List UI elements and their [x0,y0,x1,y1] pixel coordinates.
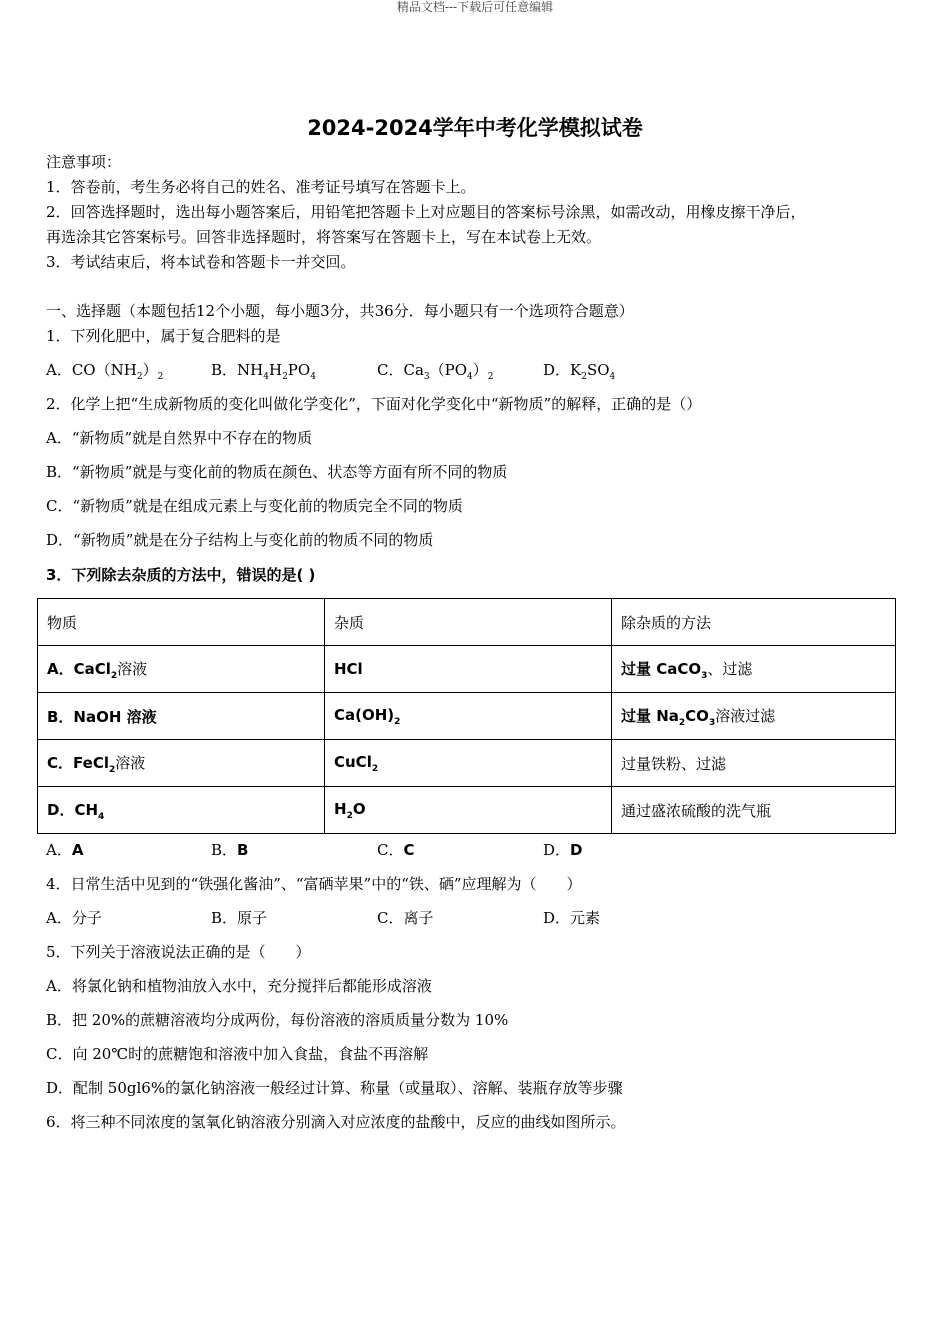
q2-option-d: D．“新物质”就是在分子结构上与变化前的物质不同的物质 [46,531,434,549]
table-cell: A．CaCl$_2$溶液 [38,646,325,693]
table-cell: 过量 $Na_2CO_3$溶液过滤 [612,693,896,740]
notice-item-1: 1．答卷前，考生务必将自己的姓名、准考证号填写在答题卡上。 [46,178,476,196]
q3-option-b: B．B [211,841,249,859]
table-cell: HCl [325,646,612,693]
table-cell: C．FeCl$_2$溶液 [38,740,325,787]
table-cell: $Ca(OH)_2$ [325,693,612,740]
q1-stem: 1．下列化肥中，属于复合肥料的是 [46,327,281,345]
q5-stem: 5．下列关于溶液说法正确的是（ ） [46,943,311,961]
page-header: 精品文档---下载后可任意编辑 [396,0,554,14]
q1-option-a: A．$CO(NH_2)_2$ [46,361,164,382]
table-cell: CuCl$_2$ [325,740,612,787]
table-header-cell: 杂质 [325,599,612,646]
q2-stem: 2．化学上把“生成新物质的变化叫做化学变化”，下面对化学变化中“新物质”的解释，正确的是（） [46,395,702,413]
q2-option-a: A．“新物质”就是自然界中不存在的物质 [46,429,313,447]
q3-option-d: D．D [543,841,583,859]
notice-item-2: 2．回答选择题时，选出每小题答案后，用铅笔把答题卡上对应题目的答案标号涂黑，如需改动，用橡皮擦干净后， [46,203,806,221]
q4-option-c: C．离子 [377,909,434,927]
notice-heading: 注意事项： [46,153,122,171]
q5-option-c: C．向 20℃时的蔗糖饱和溶液中加入食盐，食盐不再溶解 [46,1045,429,1063]
table-cell: 过量铁粉、过滤 [612,740,896,787]
table-row [38,646,896,693]
q3-table [37,598,896,834]
page-title: 2024-2024学年中考化学模拟试卷 [307,116,643,140]
q2-option-c: C．“新物质”就是在组成元素上与变化前的物质完全不同的物质 [46,497,463,515]
q2-option-b: B．“新物质”就是与变化前的物质在颜色、状态等方面有所不同的物质 [46,463,508,481]
notice-item-3: 3．考试结束后，将本试卷和答题卡一并交回。 [46,253,356,271]
table-cell: 通过盛浓硫酸的洗气瓶 [612,787,896,834]
q1-option-c: C．$Ca_3(PO_4)_2$ [377,361,494,382]
q4-stem: 4．日常生活中见到的“铁强化酱油”、“富硒苹果”中的“铁、硒”应理解为（ ） [46,875,582,893]
table-row [38,693,896,740]
q1-option-d: D．$K_2SO_4$ [543,361,616,382]
q6-stem: 6．将三种不同浓度的氢氧化钠溶液分别滴入对应浓度的盐酸中，反应的曲线如图所示。 [46,1113,626,1131]
table-header-cell: 除杂质的方法 [612,599,896,646]
table-row [38,599,896,646]
q3-stem: 3．下列除去杂质的方法中，错误的是( ) [46,566,316,584]
table-row [38,787,896,834]
q3-option-c: C．C [377,841,415,859]
table-row [38,740,896,787]
q5-option-a: A．将氯化钠和植物油放入水中，充分搅拌后都能形成溶液 [46,977,432,995]
q5-option-b: B．把 20%的蔗糖溶液均分成两份，每份溶液的溶质质量分数为 10% [46,1011,509,1029]
table-cell: B．NaOH 溶液 [38,693,325,740]
q5-option-d: D．配制 50gl6%的氯化钠溶液一般经过计算、称量（或量取）、溶解、装瓶存放等步骤 [46,1079,623,1097]
q4-option-a: A．分子 [46,909,102,927]
notice-item-2-cont: 再选涂其它答案标号。回答非选择题时，将答案写在答题卡上，写在本试卷上无效。 [46,228,602,246]
q4-option-b: B．原子 [211,909,268,927]
section-heading: 一、选择题（本题包括12个小题，每小题3分，共36分．每小题只有一个选项符合题意） [46,302,634,320]
q3-option-a: A．A [46,841,84,859]
q4-option-d: D．元素 [543,909,601,927]
q1-option-b: B．$NH_4H_2PO_4$ [211,361,316,382]
table-cell: D．$CH_4$ [38,787,325,834]
table-cell: 过量 CaCO$_3$、过滤 [612,646,896,693]
table-cell: $H_2O$ [325,787,612,834]
table-header-cell: 物质 [38,599,325,646]
